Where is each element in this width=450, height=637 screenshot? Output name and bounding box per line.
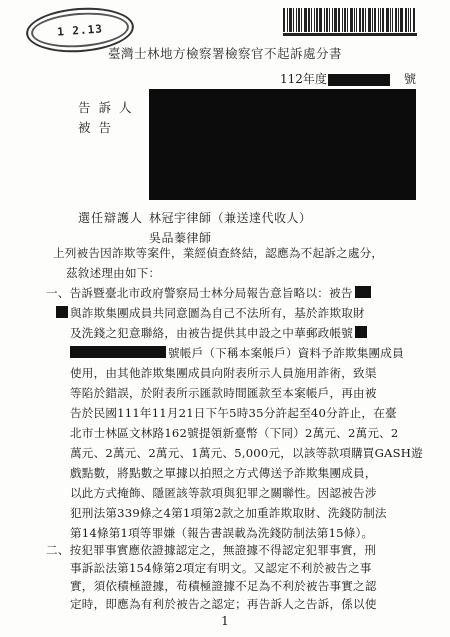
barcode-bar xyxy=(324,8,325,32)
barcode-bar xyxy=(365,8,366,32)
barcode-baseline xyxy=(283,33,417,36)
case-number-redaction xyxy=(328,74,390,86)
barcode-bar xyxy=(296,8,297,32)
party-info-redaction xyxy=(149,89,416,200)
stamp-text: 1 2.13 xyxy=(56,21,104,39)
barcode-bar xyxy=(314,8,315,32)
section1-line-1: 一、告訴暨臺北市政府警察局士林分局報告意旨略以：被告 xyxy=(46,284,371,304)
barcode-bar xyxy=(405,8,407,32)
barcode-bar xyxy=(287,8,288,32)
barcode-bar xyxy=(386,8,389,32)
complainant-label: 告訴人 xyxy=(78,100,140,115)
section1-line-3: 及洗錢之犯意聯絡，由被告提供其申設之中華郵政帳號 xyxy=(70,324,367,344)
section1-line-5: 使用，由其他詐欺集團成員向附表所示人員施用詐術，致渠 xyxy=(70,366,377,380)
barcode-bar xyxy=(308,8,310,32)
case-number xyxy=(280,70,391,87)
barcode-bar xyxy=(362,8,364,32)
barcode-bar xyxy=(380,8,381,32)
document-title: 臺灣士林地方檢察署檢察官不起訴處分書 xyxy=(107,46,342,61)
defendant-name-redaction-2 xyxy=(56,306,68,318)
barcode-bar xyxy=(356,8,357,32)
section2-line-2: 事訴訟法第154條第2項定有明文。又認定不利於被告之事 xyxy=(70,561,372,575)
barcode-bar xyxy=(319,8,322,32)
barcode-bar xyxy=(413,8,415,32)
barcode-bar xyxy=(316,8,318,32)
defendant-name-redaction xyxy=(355,286,371,298)
barcode-bar xyxy=(408,8,409,32)
account-number-redaction-1 xyxy=(355,326,367,338)
defendant-label: 被告 xyxy=(78,120,120,135)
barcode-bar xyxy=(374,8,376,32)
barcode-bar xyxy=(298,8,300,32)
barcode-bar xyxy=(368,8,371,32)
section1-line-6: 等陷於錯誤，於附表所示匯款時間匯款至本案帳戶，再由被 xyxy=(70,386,377,400)
barcode-bar xyxy=(293,8,294,32)
defense-attorney-2: 吳品蓁律師 xyxy=(149,231,212,245)
account-number-redaction-2 xyxy=(70,346,166,358)
page-number: 1 xyxy=(221,614,229,628)
barcode-bar xyxy=(347,8,348,32)
barcode-bar xyxy=(395,8,397,32)
barcode-bar xyxy=(372,8,373,32)
case-number-suffix: 號 xyxy=(404,72,417,86)
barcode-bar xyxy=(392,8,393,32)
barcode-bar xyxy=(378,8,379,32)
section1-line-11: 以此方式掩飾、隱匿該等款項與犯罪之關聯性。因認被告涉 xyxy=(70,486,377,500)
barcode-bar xyxy=(390,8,391,32)
barcode-bar xyxy=(283,8,285,32)
barcode-bar xyxy=(326,8,328,32)
barcode-bar xyxy=(410,8,411,32)
intro-line-1: 上列被告因詐欺等案件，業經偵查終結，認應為不起訴之處分， xyxy=(53,246,384,260)
barcode-bar xyxy=(334,8,337,32)
case-year: 112年度 xyxy=(280,72,327,86)
section1-line-12: 犯刑法第339條之4第1項第2款之加重詐欺取財、洗錢防制法 xyxy=(70,506,387,520)
barcode-bar xyxy=(289,8,292,32)
section2-line-4: 定時，即應為有利於被告之認定；再告訴人之告訴，係以使 xyxy=(70,597,377,611)
barcode-bar xyxy=(359,8,361,32)
barcode-bar xyxy=(342,8,343,32)
barcode-bar xyxy=(301,8,302,32)
intro-line-2: 茲敘述理由如下： xyxy=(66,266,161,280)
barcode-bar xyxy=(344,8,346,32)
section2-line-3: 實，須依積極證據，苟積極證據不足為不利於被告事實之認 xyxy=(70,579,377,593)
barcode-bar xyxy=(311,8,312,32)
defense-counsel-label: 選任辯護人 xyxy=(78,211,144,225)
barcode-bar xyxy=(400,8,403,32)
barcode-bar xyxy=(332,8,333,32)
section1-line-13: 第14條第1項等罪嫌（報告書誤載為洗錢防制法第15條）。 xyxy=(70,526,374,540)
section2-line-1: 二、按犯罪事實應依證據認定之，無證據不得認定犯罪事實，刑 xyxy=(46,543,377,557)
section1-line-7: 告於民國111年11月21日下午5時35分許起至40分許止，在臺 xyxy=(70,406,397,420)
section1-line-2: 與詐欺集團成員共同意圖為自己不法所有，基於詐欺取財 xyxy=(70,304,365,324)
section1-line-4: 號帳戶（下稱本案帳戶）資料予詐欺集團成員 xyxy=(70,344,404,364)
section1-line-10: 戲點數，將點數之單據以拍照之方式傳送予詐欺集團成員， xyxy=(70,466,377,480)
section1-line-9: 萬元、2萬元、2萬元、1萬元、5,000元，以該等款項購買GASH遊 xyxy=(70,446,423,460)
barcode-bar xyxy=(304,8,307,32)
barcode-bar xyxy=(354,8,355,32)
defense-attorney-1: 林冠宇律師（兼送達代收人） xyxy=(149,211,312,225)
barcode-bar xyxy=(338,8,340,32)
section1-line-8: 北市士林區文林路162號提領新臺幣（下同）2萬元、2萬元、2 xyxy=(70,426,399,440)
barcode xyxy=(283,8,417,32)
barcode-bar xyxy=(398,8,399,32)
barcode-bar xyxy=(350,8,353,32)
barcode-bar xyxy=(382,8,384,32)
barcode-bar xyxy=(329,8,330,32)
